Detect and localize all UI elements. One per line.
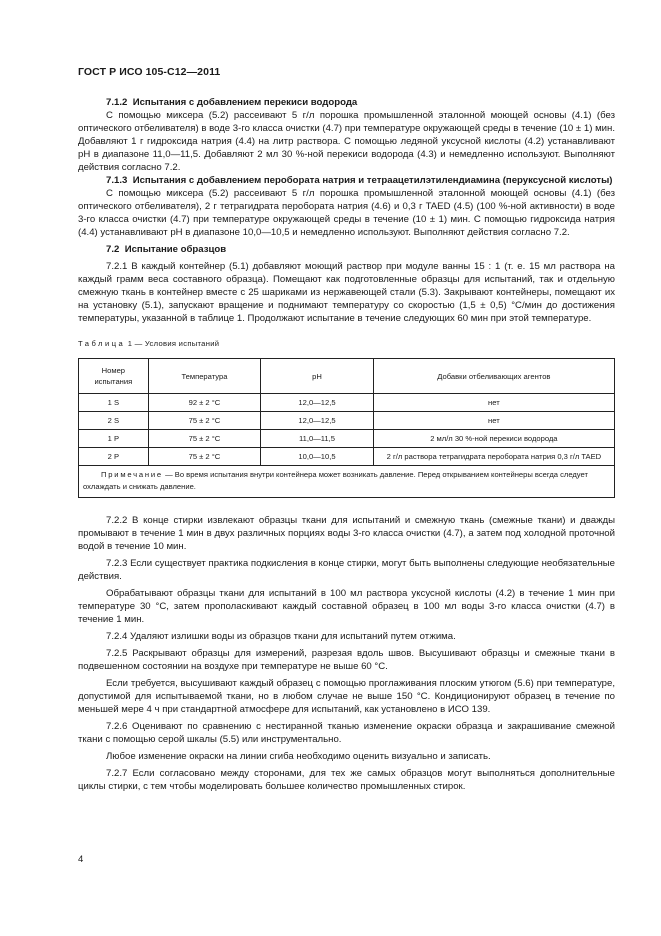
paragraph: Если требуется, высушивают каждый образец с помощью проглаживания плоским утюгом (5.6) при температуре, допустимой для испытываемой ткани, но в любом случае не выше 150 °С. Кондиционируют образец в течение по меньшей мере 4 ч при стандартной атмосфере для испытаний, как установлено в ИСО 139. [78,678,615,715]
header-cell: Номер испытания [79,359,149,394]
clause-number: 7.2.6 [106,721,128,732]
header-cell: Добавки отбеливающих агентов [373,359,614,394]
section-heading-7-2 [78,243,615,256]
paragraph: 7.2.4 Удаляют излишки воды из образцов ткани для испытаний путем отжима. [106,631,456,642]
section-heading-7-1-3 [78,174,615,187]
test-conditions-table [78,358,615,498]
paragraph: 7.2.7 Если согласовано между сторонами, для тех же самых образцов могут выполняться дополнительные циклы стирки, с тем чтобы моделировать большее количество промышленных стирок. [78,768,615,792]
section-number: 7.1.3 [106,175,128,186]
table-header-row [79,359,615,394]
paragraph: Любое изменение окраски на линии сгиба необходимо оценить визуально и записать. [106,751,491,762]
note-text: — Во время испытания внутри контейнера может возникать давление. Перед открыванием контейнеры всегда следует охлаждать и снижать давление. [83,470,588,491]
table-cell: 2 Р [79,448,149,466]
table-caption [78,337,615,350]
header-cell: Температура [148,359,261,394]
table-cell: 2 г/л раствора тетрагидрата перобората натрия 0,3 г/л TAED [373,448,614,466]
table-row [79,430,615,448]
table-cell: 1 Р [79,430,149,448]
section-title: Испытание образцов [124,244,227,255]
clause-number: 7.2.3 [106,558,128,569]
table-cell: 12,0—12,5 [261,412,374,430]
paragraph: 7.2.1 В каждый контейнер (5.1) добавляют моющий раствор при модуле ванны 15 : 1 (т. е. 15 мл раствора на каждый грамм веса составного образца). Помещают как подготовленные образцы для испытаний, так и отдельную смежную ткань в контейнер вместе с 25 шариками из нержавеющей стали (5.3). Закрывают контейнеры, помещают их на установку (5.1), запускают вращение и поднимают температуру со скоростью (1,5 ± 0,5) °С/мин до достижения температуры, указанной в таблице 1. Продолжают испытание в течение следующих 60 мин при этой температуре. [78,261,615,324]
table-cell: 75 ± 2 °С [148,448,261,466]
table-caption-label: Таблица [78,339,126,348]
table-cell: 11,0—11,5 [261,430,374,448]
document-body [78,96,615,793]
section-title: Испытания с добавлением перекиси водорода [132,97,358,108]
section-number: 7.2 [106,244,120,255]
table-note [79,466,615,498]
paragraph: 7.2.5 Раскрывают образцы для измерений, разрезая вдоль швов. Высушивают образцы и смежные ткани в подвешенном состоянии на воздухе при температуре не выше 60 °С. [78,648,615,672]
note-label: Примечание [101,470,163,479]
table-cell: 92 ± 2 °С [148,394,261,412]
paragraph: 7.2.3 Если существует практика подкисления в конце стирки, могут быть выполнены следующие необязательные действия. [78,558,615,582]
paragraph: 7.2.2 В конце стирки извлекают образцы ткани для испытаний и смежную ткань (смежные ткани) и дважды промывают в течение 1 мин в двух различных порциях воды 3-го класса очистки (4.7), а затем под холодной проточной водой в течение 10 мин. [78,515,616,552]
page-number: 4 [78,854,84,865]
paragraph: С помощью миксера (5.2) рассеивают 5 г/л порошка промышленной эталонной моющей основы (4.1) (без оптического отбеливателя), 2 г тетрагидрата перобората натрия (4.6) и 0,3 г TAED (4.5) (100 %-ной активности) в воде 3-го класса очистки (4.7) при температуре окружающей среды в течение (10 ± 1) мин. С помощью гидроксида натрия (4.4) устанавливают рН в диапазоне 10,0—10,5 и немедленно используют. Выполняют действия согласно 7.2. [78,188,615,238]
clause-number: 7.2.5 [106,648,128,659]
clause-number: 7.2.2 [106,515,128,526]
section-title: Испытания с добавлением перобората натрия и тетраацетилэтилендиамина (перуксусной кислоты) [132,175,613,186]
table-caption-text: 1 — Условия испытаний [125,339,220,348]
clause-number: 7.2.4 [106,631,128,642]
table-cell: 2 мл/л 30 %-ной перекиси водорода [373,430,614,448]
table-cell: 12,0—12,5 [261,394,374,412]
table-row [79,448,615,466]
paragraph: С помощью миксера (5.2) рассеивают 5 г/л порошка промышленной эталонной моющей основы (4.1) (без оптического отбеливателя) в воде 3-го класса очистки (4.7) при температуре окружающей среды в течение (10 ± 1) мин. Добавляют 1 г гидроксида натрия (4.4) на литр раствора. С помощью ледяной уксусной кислоты (4.2) устанавливают рН в диапазоне 11,0—11,5. Добавляют 2 мл 30 %-ной перекиси водорода (4.3) и немедленно используют. Выполняют действия согласно 7.2. [78,110,615,173]
clause-number: 7.2.7 [106,768,128,779]
table-cell: нет [373,394,614,412]
table-cell: нет [373,412,614,430]
table-note-row [79,466,615,498]
paragraph: 7.2.6 Оценивают по сравнению с нестиранной тканью изменение окраски образца и закрашивание смежной ткани с помощью серой шкалы (5.5) или инструментально. [78,721,615,745]
table-cell: 75 ± 2 °С [148,430,261,448]
document-header: ГОСТ Р ИСО 105-С12—2011 [78,66,221,78]
paragraph: Обрабатывают образцы ткани для испытаний в 100 мл раствора уксусной кислоты (4.2) в течение 1 мин при температуре 30 °С, затем прополаскивают каждый составной образец в 100 мл воды 3-го класса очистки (4.7) в течение 1 мин. [78,588,615,625]
table-cell: 2 S [79,412,149,430]
section-number: 7.1.2 [106,97,128,108]
table-cell: 75 ± 2 °С [148,412,261,430]
clause-number: 7.2.1 [106,261,128,272]
table-cell: 1 S [79,394,149,412]
section-heading-7-1-2 [78,96,615,109]
table-row [79,412,615,430]
table-row [79,394,615,412]
header-cell: рН [261,359,374,394]
table-cell: 10,0—10,5 [261,448,374,466]
